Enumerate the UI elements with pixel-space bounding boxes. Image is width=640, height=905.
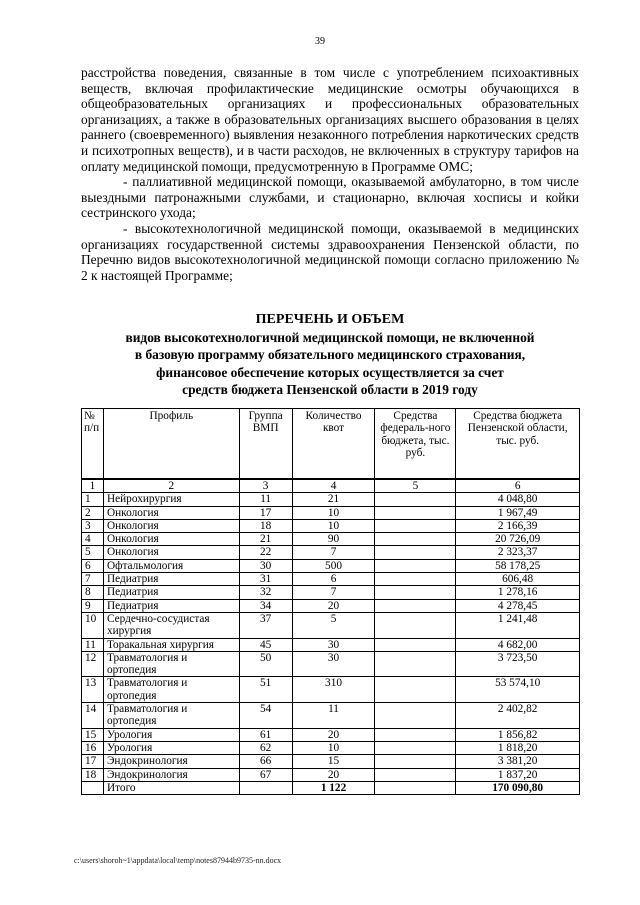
table-row xyxy=(82,586,580,599)
page-number: 39 xyxy=(315,36,325,47)
cell-federal xyxy=(375,728,456,741)
total-row xyxy=(82,781,580,794)
cell-quota: 7 xyxy=(292,546,375,559)
cell-n: 15 xyxy=(82,728,104,741)
cell-quota: 11 xyxy=(292,703,375,729)
table-row xyxy=(82,493,580,506)
cell-quota: 30 xyxy=(292,651,375,677)
column-number: 3 xyxy=(239,479,292,493)
cell-n: 7 xyxy=(82,573,104,586)
cell-group: 17 xyxy=(239,506,292,519)
body-text xyxy=(81,65,579,283)
cell-regional: 2 166,39 xyxy=(456,519,580,532)
cell-regional: 3 381,20 xyxy=(456,755,580,768)
cell-quota: 500 xyxy=(292,559,375,572)
header-cell: Средства федераль-ного бюджета, тыс. руб. xyxy=(375,409,456,480)
cell-profile: Офтальмология xyxy=(103,559,239,572)
cell-federal xyxy=(375,533,456,546)
cell-group: 34 xyxy=(239,599,292,612)
table-row xyxy=(82,638,580,651)
table-row xyxy=(82,573,580,586)
cell-federal xyxy=(375,546,456,559)
cell-regional: 1 818,20 xyxy=(456,741,580,754)
cell-group: 32 xyxy=(239,586,292,599)
cell-n: 1 xyxy=(82,493,104,506)
cell-profile: Торакальная хирургия xyxy=(103,638,239,651)
cell-regional: 606,48 xyxy=(456,573,580,586)
cell-federal xyxy=(375,741,456,754)
cell-federal xyxy=(375,506,456,519)
table-row xyxy=(82,741,580,754)
cell-profile: Онкология xyxy=(103,546,239,559)
header-cell: Количество квот xyxy=(292,409,375,480)
cell-profile: Травматология и ортопедия xyxy=(103,677,239,703)
cell-profile: Педиатрия xyxy=(103,586,239,599)
cell-profile: Педиатрия xyxy=(103,573,239,586)
cell-n: 8 xyxy=(82,586,104,599)
cell-profile: Сердечно-сосудистая хирургия xyxy=(103,612,239,638)
cell-group: 37 xyxy=(239,612,292,638)
cell-quota: 30 xyxy=(292,638,375,651)
file-path-footer: c:\users\shoroh~1\appdata\local\temp\notes87944b9735-nn.docx xyxy=(74,856,282,865)
cell-quota: 5 xyxy=(292,612,375,638)
cell-quota: 20 xyxy=(292,728,375,741)
cell-regional: 20 726,09 xyxy=(456,533,580,546)
title-line: финансовое обеспечение которых осуществляется за счет xyxy=(156,364,504,380)
cell-regional: 3 723,50 xyxy=(456,651,580,677)
cell-n: 5 xyxy=(82,546,104,559)
cell-regional: 1 837,20 xyxy=(456,768,580,781)
cell-n: 2 xyxy=(82,506,104,519)
cell-profile: Нейрохирургия xyxy=(103,493,239,506)
cell-n: 12 xyxy=(82,651,104,677)
cell-quota: 6 xyxy=(292,573,375,586)
table-title xyxy=(70,311,590,399)
cell-profile: Эндокринология xyxy=(103,768,239,781)
cell-regional: 4 048,80 xyxy=(456,493,580,506)
cell-n: 9 xyxy=(82,599,104,612)
total-label: Итого xyxy=(103,781,239,794)
cell-group: 50 xyxy=(239,651,292,677)
cell-federal xyxy=(375,677,456,703)
cell-quota: 7 xyxy=(292,586,375,599)
cell-regional: 4 278,45 xyxy=(456,599,580,612)
cell-group: 30 xyxy=(239,559,292,572)
cell-group: 11 xyxy=(239,493,292,506)
cell-federal xyxy=(375,493,456,506)
cell-group: 45 xyxy=(239,638,292,651)
cell-quota: 15 xyxy=(292,755,375,768)
cell-federal xyxy=(375,768,456,781)
cell-n: 6 xyxy=(82,559,104,572)
cell-n: 11 xyxy=(82,638,104,651)
table-row xyxy=(82,612,580,638)
cell-profile: Травматология и ортопедия xyxy=(103,651,239,677)
cell-profile: Онкология xyxy=(103,506,239,519)
cell-group: 54 xyxy=(239,703,292,729)
cell-regional: 4 682,00 xyxy=(456,638,580,651)
cell-profile: Онкология xyxy=(103,533,239,546)
cell-n: 17 xyxy=(82,755,104,768)
cell-regional: 1 967,49 xyxy=(456,506,580,519)
cell-group: 62 xyxy=(239,741,292,754)
cell-profile: Онкология xyxy=(103,519,239,532)
cell-regional: 2 402,82 xyxy=(456,703,580,729)
cell-regional: 2 323,37 xyxy=(456,546,580,559)
column-number: 4 xyxy=(292,479,375,493)
cell-profile: Травматология и ортопедия xyxy=(103,703,239,729)
cell-n: 14 xyxy=(82,703,104,729)
cell-group: 66 xyxy=(239,755,292,768)
table-row xyxy=(82,506,580,519)
cell-group: 22 xyxy=(239,546,292,559)
total-regional: 170 090,80 xyxy=(456,781,580,794)
table-row xyxy=(82,546,580,559)
cell-federal xyxy=(375,612,456,638)
table-row xyxy=(82,755,580,768)
header-cell: № п/п xyxy=(82,409,104,480)
cell-regional: 1 278,16 xyxy=(456,586,580,599)
header-cell: Профиль xyxy=(103,409,239,480)
cell-quota: 310 xyxy=(292,677,375,703)
table-row xyxy=(82,599,580,612)
header-cell: Группа ВМП xyxy=(239,409,292,480)
cell-federal xyxy=(375,573,456,586)
cell-quota: 21 xyxy=(292,493,375,506)
cell-profile: Эндокринология xyxy=(103,755,239,768)
cell-n: 10 xyxy=(82,612,104,638)
cell-federal xyxy=(375,519,456,532)
table-row xyxy=(82,533,580,546)
table-row xyxy=(82,728,580,741)
table-row xyxy=(82,651,580,677)
cell-quota: 10 xyxy=(292,741,375,754)
cell-n: 4 xyxy=(82,533,104,546)
cell-federal xyxy=(375,599,456,612)
title-line: видов высокотехнологичной медицинской помощи, не включенной xyxy=(125,329,535,345)
cell-regional: 58 178,25 xyxy=(456,559,580,572)
header-cell: Средства бюджета Пензенской области, тыс. руб. xyxy=(456,409,580,480)
title-line: ПЕРЕЧЕНЬ И ОБЪЕМ xyxy=(255,312,405,327)
table-row xyxy=(82,559,580,572)
column-number: 6 xyxy=(456,479,580,493)
title-line: в базовую программу обязательного медицинского страхования, xyxy=(134,347,526,362)
cell-group: 18 xyxy=(239,519,292,532)
cell-federal xyxy=(375,703,456,729)
paragraph: - высокотехнологичной медицинской помощи, оказываемой в медицинских организациях государственной системы здравоохранения Пензенской области, по Перечню видов высокотехнологичной медицинской помощи согласно приложению № 2 к настоящей Программе; xyxy=(81,220,579,283)
column-number: 2 xyxy=(103,479,239,493)
cell-group: 51 xyxy=(239,677,292,703)
cell-group: 67 xyxy=(239,768,292,781)
column-number: 5 xyxy=(375,479,456,493)
table-row xyxy=(82,519,580,532)
cell-federal xyxy=(375,755,456,768)
cell-federal xyxy=(375,586,456,599)
title-line: средств бюджета Пензенской области в 2019 году xyxy=(182,382,478,397)
cell-group: 21 xyxy=(239,533,292,546)
cell-n: 3 xyxy=(82,519,104,532)
table-header-row xyxy=(82,409,580,480)
cell-federal xyxy=(375,559,456,572)
cell-regional: 53 574,10 xyxy=(456,677,580,703)
paragraph: - паллиативной медицинской помощи, оказываемой амбулаторно, в том числе выездными патронажными службами, и стационарно, включая хосписы и койки сестринского ухода; xyxy=(81,174,579,221)
cell-quota: 20 xyxy=(292,768,375,781)
cell-n: 16 xyxy=(82,741,104,754)
cell-regional: 1 241,48 xyxy=(456,612,580,638)
cell-group: 61 xyxy=(239,728,292,741)
total-quota: 1 122 xyxy=(292,781,375,794)
cell-regional: 1 856,82 xyxy=(456,728,580,741)
table-row xyxy=(82,768,580,781)
cell-group: 31 xyxy=(239,573,292,586)
cell-quota: 90 xyxy=(292,533,375,546)
cell-federal xyxy=(375,651,456,677)
cell-profile: Педиатрия xyxy=(103,599,239,612)
cell-n: 13 xyxy=(82,677,104,703)
table-row xyxy=(82,703,580,729)
cell-profile: Урология xyxy=(103,728,239,741)
hmc-table xyxy=(81,408,580,795)
table-row xyxy=(82,677,580,703)
cell-quota: 10 xyxy=(292,506,375,519)
cell-quota: 10 xyxy=(292,519,375,532)
column-number-row xyxy=(82,479,580,493)
cell-quota: 20 xyxy=(292,599,375,612)
cell-federal xyxy=(375,638,456,651)
paragraph: расстройства поведения, связанные в том числе с употреблением психоактивных веществ, включая профилактические медицинские осмотры обучающихся в общеобразовательных организациях и профессиональных образовательных организациях, а также в образовательных организациях высшего образования в целях раннего (своевременного) выявления незаконного потребления наркотических средств и психотропных веществ), и в части расходов, не включенных в структуру тарифов на оплату медицинской помощи, предусмотренную в Программе ОМС; xyxy=(81,65,579,174)
cell-profile: Урология xyxy=(103,741,239,754)
column-number: 1 xyxy=(82,479,104,493)
cell-n: 18 xyxy=(82,768,104,781)
